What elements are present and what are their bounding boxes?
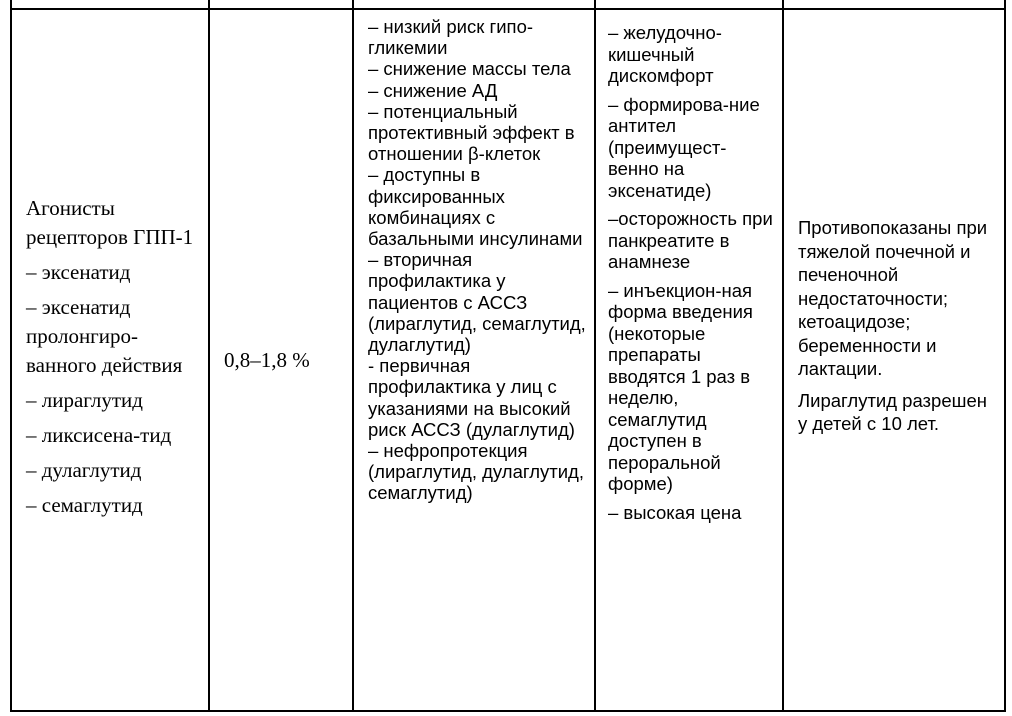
hba1c-reduction-value: 0,8–1,8 %: [224, 347, 310, 372]
header-cell: [209, 0, 353, 9]
drug-comparison-table: [10, 0, 1006, 712]
header-cell: [595, 0, 783, 9]
advantage-item: – нефропротекция (лираглутид, дулаглутид, семаглутид): [368, 440, 584, 504]
advantages-cell: [353, 9, 595, 711]
drug-name: – лираглутид: [26, 388, 143, 412]
drug-name: – ликсисена-тид: [26, 423, 172, 447]
disadvantage-item: –осторожность при панкреатите в анамнезе: [608, 208, 773, 272]
disadvantage-item: – высокая цена: [608, 501, 742, 523]
drug-class-title: Агонисты рецепторов ГПП-1: [26, 196, 194, 249]
advantage-item: – снижение массы тела: [368, 58, 571, 80]
table-row: [11, 9, 1005, 711]
disadvantage-item: – формирова-ние антител (преимущест-венно на эксенатиде): [608, 93, 760, 201]
advantage-item: – потенциальный протективный эффект в отношении β-клеток: [368, 100, 575, 165]
drug-name: – эксенатид пролонгиро-ванного действия: [26, 295, 183, 377]
drug-name: – эксенатид: [26, 260, 131, 284]
advantage-item: – низкий риск гипо-гликемии: [368, 16, 534, 59]
table-header-remnant-row: [11, 0, 1005, 9]
disadvantage-item: – желудочно-кишечный дискомфорт: [608, 22, 722, 86]
drug-table-wrapper: [10, 0, 1004, 710]
header-cell: [353, 0, 595, 9]
header-cell: [11, 0, 209, 9]
advantage-item: - первичная профилактика у лиц с указаниями на высокий риск АССЗ (дулаглутид): [368, 355, 575, 440]
notes-cell: [783, 9, 1005, 711]
advantage-item: – доступны в фиксированных комбинациях с базальными инсулинами: [368, 164, 583, 250]
drug-name: – дулаглутид: [26, 458, 142, 482]
header-cell: [783, 0, 1005, 9]
disadvantages-cell: [595, 9, 783, 711]
advantage-item: – вторичная профилактика у пациентов с АССЗ (лираглутид, семаглутид, дулаглутид): [368, 249, 586, 356]
disadvantage-item: – инъекцион-ная форма введения (некоторые препараты вводятся 1 раз в неделю, семаглутид доступен в пероральной форме): [608, 279, 753, 494]
drug-name: – семаглутид: [26, 493, 143, 517]
drug-class-cell: [11, 9, 209, 711]
advantage-item: – снижение АД: [368, 79, 498, 101]
pediatric-note: Лираглутид разрешен у детей с 10 лет.: [798, 389, 987, 435]
hba1c-reduction-cell: [209, 9, 353, 711]
contraindications-note: Противопоказаны при тяжелой почечной и печеночной недостаточности; кетоацидозе; беременности и лактации.: [798, 217, 988, 380]
